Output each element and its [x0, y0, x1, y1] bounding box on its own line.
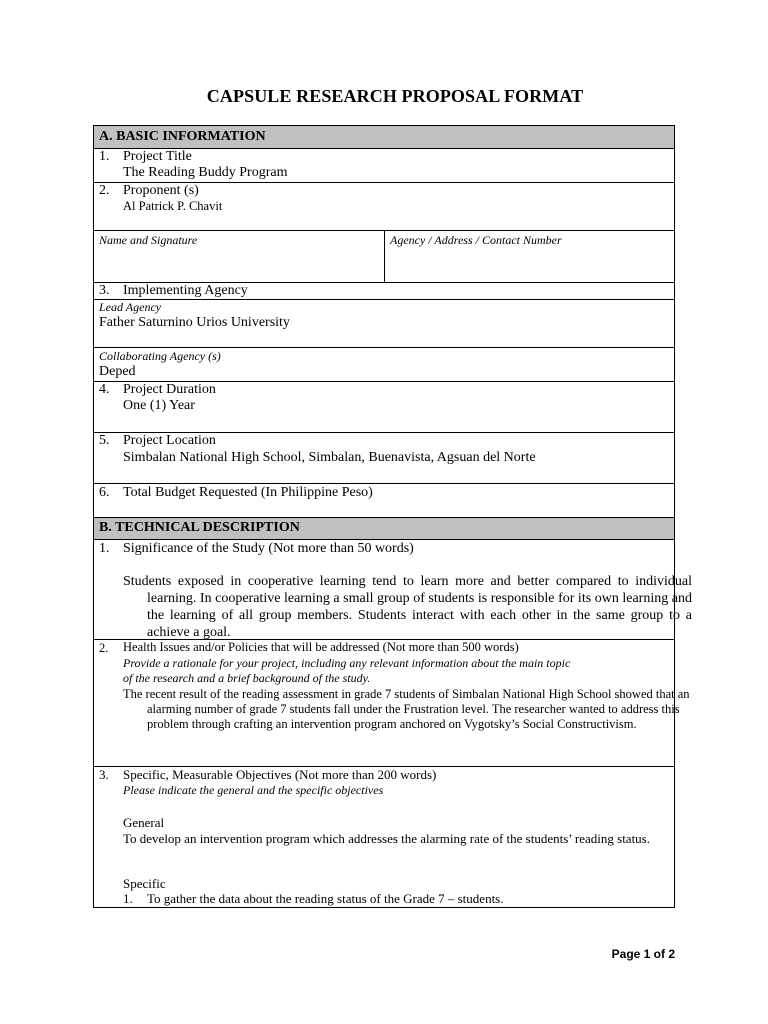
- specific-item-text: To gather the data about the reading status of the Grade 7 – students.: [147, 891, 504, 906]
- row-rule: [93, 230, 675, 231]
- lead-agency-value: Father Saturnino Urios University: [99, 315, 290, 330]
- row-rule: [93, 347, 675, 348]
- item-number: 2.: [99, 641, 109, 655]
- general-objective-text: To develop an intervention program which addresses the alarming rate of the students’ reading status.: [123, 831, 650, 846]
- significance-label: Significance of the Study (Not more than 50 words): [123, 541, 414, 556]
- health-issues-instruction-line2: of the research and a brief background of the study.: [123, 671, 371, 685]
- collaborating-agency-label: Collaborating Agency (s): [99, 349, 221, 363]
- project-title-label: Project Title: [123, 149, 192, 164]
- significance-body: Students exposed in cooperative learning tend to learn more and better compared to individual learning. In cooperative learning a small group of students is responsible for its own learning and the learning of all group members. Students interact with each other in the same group to a achieve a goal.: [123, 574, 692, 640]
- item-number: 4.: [99, 382, 110, 397]
- project-title-value: The Reading Buddy Program: [123, 165, 288, 180]
- row-rule: [93, 907, 675, 908]
- agency-contact-label: Agency / Address / Contact Number: [390, 233, 562, 247]
- page-number: Page 1 of 2: [611, 947, 675, 961]
- name-signature-label: Name and Signature: [99, 233, 198, 247]
- project-location-value: Simbalan National High School, Simbalan, Buenavista, Agsuan del Norte: [123, 450, 536, 465]
- implementing-agency-label: Implementing Agency: [123, 283, 248, 298]
- general-label: General: [123, 815, 165, 830]
- health-issues-instruction-line1: Provide a rationale for your project, including any relevant information about the main topic: [123, 656, 571, 670]
- section-b-heading: B. TECHNICAL DESCRIPTION: [99, 520, 300, 535]
- proponent-value: Al Patrick P. Chavit: [123, 199, 223, 213]
- section-a-heading: A. BASIC INFORMATION: [99, 129, 266, 144]
- specific-item-number: 1.: [123, 891, 133, 906]
- specific-label: Specific: [123, 876, 166, 891]
- row-rule: [93, 483, 675, 484]
- item-number: 2.: [99, 183, 110, 198]
- project-duration-value: One (1) Year: [123, 398, 195, 413]
- item-number: 3.: [99, 767, 109, 782]
- cell-divider: [384, 230, 385, 282]
- item-number: 1.: [99, 541, 110, 556]
- item-number: 5.: [99, 433, 110, 448]
- total-budget-label: Total Budget Requested (In Philippine Peso): [123, 485, 373, 500]
- objectives-label: Specific, Measurable Objectives (Not more than 200 words): [123, 767, 437, 782]
- item-number: 1.: [99, 149, 110, 164]
- row-rule: [93, 299, 675, 300]
- project-duration-label: Project Duration: [123, 382, 216, 397]
- project-location-label: Project Location: [123, 433, 216, 448]
- row-rule: [93, 539, 675, 540]
- lead-agency-label: Lead Agency: [99, 300, 162, 314]
- item-number: 6.: [99, 485, 110, 500]
- health-issues-label: Health Issues and/or Policies that will be addressed (Not more than 500 words): [123, 640, 519, 654]
- proponent-label: Proponent (s): [123, 183, 199, 198]
- document-title: CAPSULE RESEARCH PROPOSAL FORMAT: [206, 86, 584, 106]
- item-number: 3.: [99, 283, 110, 298]
- row-rule: [93, 517, 675, 518]
- health-issues-body: The recent result of the reading assessment in grade 7 students of Simbalan National High School showed that an alarming number of grade 7 students fall under the Frustration level. The researcher wanted to address this problem through crafting an intervention program anchored on Vygotsky’s Social Constructivism.: [123, 687, 690, 731]
- objectives-instruction: Please indicate the general and the specific objectives: [123, 783, 384, 797]
- collaborating-agency-value: Deped: [99, 364, 136, 379]
- row-rule: [93, 125, 675, 126]
